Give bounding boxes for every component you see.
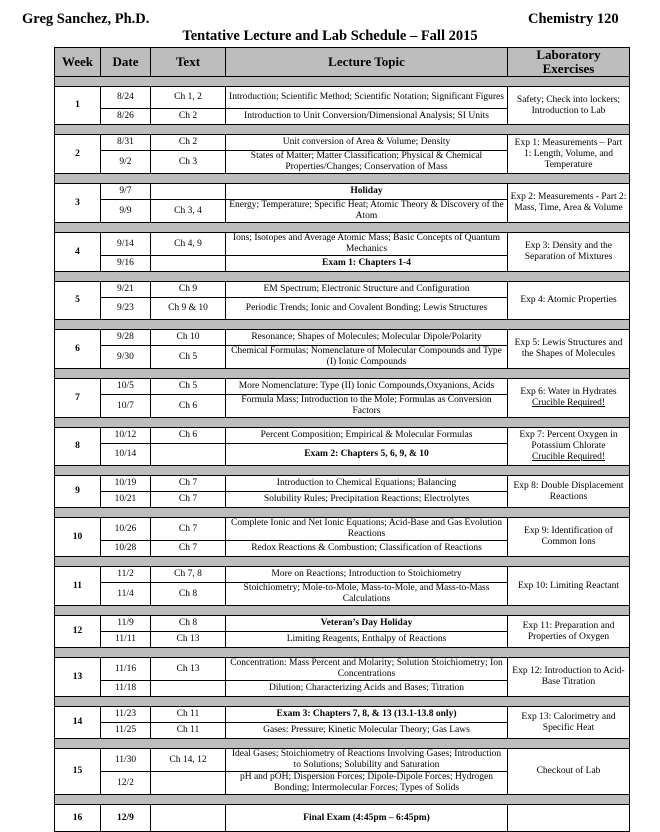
week-number: 16 [55, 805, 101, 832]
week-separator [55, 508, 630, 518]
text-chapter: Ch 11 [151, 723, 226, 739]
week-separator [55, 795, 630, 805]
text-chapter [151, 184, 226, 200]
week-number: 13 [55, 658, 101, 697]
lecture-topic: Final Exam (4:45pm – 6:45pm) [226, 805, 508, 832]
lecture-topic: Introduction to Unit Conversion/Dimensional Analysis; SI Units [226, 109, 508, 125]
separator-cell [55, 174, 630, 184]
week-separator [55, 557, 630, 567]
lecture-date: 9/28 [101, 330, 151, 346]
week-separator [55, 606, 630, 616]
text-chapter: Ch 1, 2 [151, 87, 226, 109]
lab-exercise-title: Exp 9: Identification of Common Ions [524, 526, 613, 547]
table-row [55, 379, 630, 395]
lecture-topic: Gases: Pressure; Kinetic Molecular Theory; Gas Laws [226, 723, 508, 739]
lab-note: Crucible Required! [531, 398, 606, 408]
table-row [55, 184, 630, 200]
lecture-date: 10/28 [101, 541, 151, 557]
text-chapter: Ch 8 [151, 583, 226, 606]
lab-exercise-title: Safety; Check into lockers; Introduction to Lab [516, 94, 621, 116]
text-chapter: Ch 11 [151, 707, 226, 723]
lecture-date: 11/18 [101, 681, 151, 697]
header-row [55, 48, 630, 77]
week-number: 10 [55, 518, 101, 557]
lab-exercise-title: Exp 13: Calorimetry and Specific Heat [521, 711, 616, 733]
lecture-topic: Ions; Isotopes and Average Atomic Mass; Basic Concepts of Quantum Mechanics [226, 233, 508, 256]
week-separator [55, 174, 630, 184]
lecture-topic: Percent Composition; Empirical & Molecular Formulas [226, 428, 508, 444]
week-number: 11 [55, 567, 101, 606]
lecture-topic: Exam 2: Chapters 5, 6, 9, & 10 [226, 444, 508, 466]
lecture-topic: States of Matter; Matter Classification; Physical & Chemical Properties/Changes; Conservation of Mass [226, 151, 508, 174]
lab-exercise [508, 616, 630, 648]
separator-cell [55, 508, 630, 518]
col-header-lab-exercises: Laboratory Exercises [508, 48, 630, 77]
lecture-topic: Veteran’s Day Holiday [226, 616, 508, 632]
lab-exercise [508, 707, 630, 739]
lab-exercise [508, 428, 630, 466]
text-chapter [151, 681, 226, 697]
table-row [55, 616, 630, 632]
table-row [55, 233, 630, 256]
lecture-date: 8/31 [101, 135, 151, 151]
text-chapter: Ch 6 [151, 395, 226, 418]
lecture-date: 11/2 [101, 567, 151, 583]
lab-exercise [508, 379, 630, 418]
lecture-topic: Holiday [226, 184, 508, 200]
text-chapter: Ch 3, 4 [151, 200, 226, 223]
lecture-date: 10/14 [101, 444, 151, 466]
lab-exercise-title: Exp 3: Density and the Separation of Mixtures [524, 241, 613, 262]
table-row [55, 805, 630, 832]
text-chapter: Ch 5 [151, 346, 226, 369]
lecture-date: 12/2 [101, 772, 151, 795]
lecture-topic: Exam 1: Chapters 1-4 [226, 256, 508, 272]
lecture-topic: Ideal Gases; Stoichiometry of Reactions Involving Gases; Introduction to Solutions; Solubility and Saturation [226, 749, 508, 772]
lecture-topic: Unit conversion of Area & Volume; Density [226, 135, 508, 151]
lab-exercise [508, 233, 630, 272]
lecture-date: 12/9 [101, 805, 151, 832]
lecture-date: 9/14 [101, 233, 151, 256]
document-title: Tentative Lecture and Lab Schedule – Fall 2015 [182, 28, 478, 44]
lab-exercise-title: Exp 7: Percent Oxygen in Potassium Chlorate [519, 430, 618, 451]
text-chapter: Ch 10 [151, 330, 226, 346]
table-row [55, 707, 630, 723]
lab-exercise [508, 135, 630, 174]
table-row [55, 518, 630, 541]
lab-note: Crucible Required! [531, 452, 606, 462]
text-chapter: Ch 8 [151, 616, 226, 632]
text-chapter: Ch 4, 9 [151, 233, 226, 256]
lecture-date: 9/9 [101, 200, 151, 223]
lecture-date: 10/7 [101, 395, 151, 418]
text-chapter [151, 256, 226, 272]
lecture-topic: Exam 3: Chapters 7, 8, & 13 (13.1-13.8 only) [226, 707, 508, 723]
lecture-date: 11/25 [101, 723, 151, 739]
week-number: 12 [55, 616, 101, 648]
lab-exercise [508, 567, 630, 606]
week-separator [55, 418, 630, 428]
lecture-topic: Limiting Reagents, Enthalpy of Reactions [226, 632, 508, 648]
lab-exercise [508, 87, 630, 125]
text-chapter: Ch 14, 12 [151, 749, 226, 772]
text-chapter: Ch 9 [151, 282, 226, 298]
table-row [55, 749, 630, 772]
week-number: 9 [55, 476, 101, 508]
table-row [55, 282, 630, 298]
table-row [55, 330, 630, 346]
lab-exercise-title: Exp 2: Measurements - Part 2: Mass, Time, Area & Volume [510, 192, 627, 213]
lecture-date: 9/30 [101, 346, 151, 369]
separator-cell [55, 223, 630, 233]
week-separator [55, 648, 630, 658]
lab-exercise [508, 518, 630, 557]
lecture-date: 9/7 [101, 184, 151, 200]
text-chapter: Ch 13 [151, 658, 226, 681]
lab-exercise-title: Exp 5: Lewis Structures and the Shapes of Molecules [514, 338, 623, 359]
text-chapter [151, 772, 226, 795]
lecture-date: 9/21 [101, 282, 151, 298]
lecture-topic: Solubility Rules; Precipitation Reactions; Electrolytes [226, 492, 508, 508]
lecture-topic: Introduction; Scientific Method; Scientific Notation; Significant Figures [226, 87, 508, 109]
week-number: 6 [55, 330, 101, 369]
text-chapter: Ch 7, 8 [151, 567, 226, 583]
table-row [55, 135, 630, 151]
lecture-topic: EM Spectrum; Electronic Structure and Configuration [226, 282, 508, 298]
lecture-date: 10/5 [101, 379, 151, 395]
col-header-lecture-topic: Lecture Topic [226, 48, 508, 77]
lab-exercise [508, 658, 630, 697]
text-chapter [151, 805, 226, 832]
col-header-text: Text [151, 48, 226, 77]
lab-exercise [508, 476, 630, 508]
separator-cell [55, 77, 630, 87]
text-chapter: Ch 2 [151, 109, 226, 125]
lab-exercise-title: Exp 12: Introduction to Acid-Base Titration [512, 666, 625, 687]
course-name: Chemistry 120 [528, 11, 619, 27]
text-chapter: Ch 7 [151, 492, 226, 508]
week-number: 15 [55, 749, 101, 795]
lab-exercise [508, 749, 630, 795]
week-number: 3 [55, 184, 101, 223]
lecture-date: 9/16 [101, 256, 151, 272]
week-number: 8 [55, 428, 101, 466]
lecture-topic: Stoichiometry; Mole-to-Mole, Mass-to-Mole, and Mass-to-Mass Calculations [226, 583, 508, 606]
lecture-date: 11/11 [101, 632, 151, 648]
lab-exercise-title: Exp 11: Preparation and Properties of Oxygen [522, 620, 615, 642]
lab-exercise [508, 805, 630, 832]
week-number: 7 [55, 379, 101, 418]
text-chapter: Ch 2 [151, 135, 226, 151]
separator-cell [55, 606, 630, 616]
lab-exercise-title: Exp 10: Limiting Reactant [517, 580, 620, 591]
lecture-topic: Chemical Formulas; Nomenclature of Molecular Compounds and Type (I) Ionic Compounds [226, 346, 508, 369]
lab-exercise-title: Exp 8: Double Displacement Reactions [513, 480, 624, 502]
separator-cell [55, 272, 630, 282]
text-chapter: Ch 7 [151, 476, 226, 492]
lab-exercise-title: Exp 4: Atomic Properties [520, 295, 617, 305]
lab-exercise-title: Checkout of Lab [536, 766, 601, 776]
lecture-topic: Dilution; Characterizing Acids and Bases; Titration [226, 681, 508, 697]
separator-cell [55, 697, 630, 707]
table-row [55, 87, 630, 109]
separator-cell [55, 320, 630, 330]
week-separator [55, 77, 630, 87]
lecture-topic: Complete Ionic and Net Ionic Equations; Acid-Base and Gas Evolution Reactions [226, 518, 508, 541]
week-separator [55, 320, 630, 330]
lecture-topic: Redox Reactions & Combustion; Classification of Reactions [226, 541, 508, 557]
lecture-topic: Periodic Trends; Ionic and Covalent Bonding; Lewis Structures [226, 298, 508, 320]
week-separator [55, 466, 630, 476]
text-chapter: Ch 3 [151, 151, 226, 174]
lecture-topic: Concentration: Mass Percent and Molarity; Solution Stoichiometry; Ion Concentrations [226, 658, 508, 681]
lecture-date: 9/23 [101, 298, 151, 320]
lab-exercise [508, 282, 630, 320]
week-separator [55, 697, 630, 707]
lecture-date: 10/12 [101, 428, 151, 444]
separator-cell [55, 795, 630, 805]
lab-exercise-title: Exp 1: Measurements – Part 1: Length, Volume, and Temperature [514, 137, 623, 170]
lecture-date: 8/26 [101, 109, 151, 125]
col-header-week: Week [55, 48, 101, 77]
separator-cell [55, 648, 630, 658]
lecture-topic: pH and pOH; Dispersion Forces; Dipole-Dipole Forces; Hydrogen Bonding; Intermolecular Forces; Types of Solids [226, 772, 508, 795]
lecture-date: 11/16 [101, 658, 151, 681]
week-number: 4 [55, 233, 101, 272]
lab-exercise [508, 330, 630, 369]
separator-cell [55, 418, 630, 428]
separator-cell [55, 557, 630, 567]
lecture-topic: More Nomenclature: Type (II) Ionic Compounds,Oxyanions, Acids [226, 379, 508, 395]
week-separator [55, 125, 630, 135]
week-separator [55, 223, 630, 233]
table-row [55, 428, 630, 444]
separator-cell [55, 369, 630, 379]
text-chapter: Ch 13 [151, 632, 226, 648]
week-separator [55, 739, 630, 749]
week-number: 14 [55, 707, 101, 739]
text-chapter: Ch 6 [151, 428, 226, 444]
lecture-topic: Energy; Temperature; Specific Heat; Atomic Theory & Discovery of the Atom [226, 200, 508, 223]
week-separator [55, 272, 630, 282]
lecture-topic: Formula Mass; Introduction to the Mole; Formulas as Conversion Factors [226, 395, 508, 418]
week-number: 5 [55, 282, 101, 320]
lecture-date: 10/21 [101, 492, 151, 508]
lecture-date: 10/26 [101, 518, 151, 541]
lecture-date: 9/2 [101, 151, 151, 174]
week-number: 1 [55, 87, 101, 125]
lecture-date: 11/9 [101, 616, 151, 632]
week-number: 2 [55, 135, 101, 174]
text-chapter: Ch 9 & 10 [151, 298, 226, 320]
schedule-table [54, 47, 630, 832]
lecture-topic: More on Reactions; Introduction to Stoichiometry [226, 567, 508, 583]
col-header-date: Date [101, 48, 151, 77]
separator-cell [55, 466, 630, 476]
lecture-date: 8/24 [101, 87, 151, 109]
schedule-body [55, 77, 630, 832]
text-chapter: Ch 5 [151, 379, 226, 395]
week-separator [55, 369, 630, 379]
instructor-name: Greg Sanchez, Ph.D. [22, 11, 150, 27]
text-chapter [151, 444, 226, 466]
table-row [55, 567, 630, 583]
table-row [55, 658, 630, 681]
lecture-date: 11/30 [101, 749, 151, 772]
lecture-topic: Introduction to Chemical Equations; Balancing [226, 476, 508, 492]
table-row [55, 476, 630, 492]
separator-cell [55, 125, 630, 135]
lecture-topic: Resonance; Shapes of Molecules; Molecular Dipole/Polarity [226, 330, 508, 346]
lab-exercise-title: Exp 6: Water in Hydrates [520, 387, 617, 397]
lecture-date: 11/4 [101, 583, 151, 606]
separator-cell [55, 739, 630, 749]
lab-exercise [508, 184, 630, 223]
text-chapter: Ch 7 [151, 541, 226, 557]
lecture-date: 11/23 [101, 707, 151, 723]
text-chapter: Ch 7 [151, 518, 226, 541]
lecture-date: 10/19 [101, 476, 151, 492]
